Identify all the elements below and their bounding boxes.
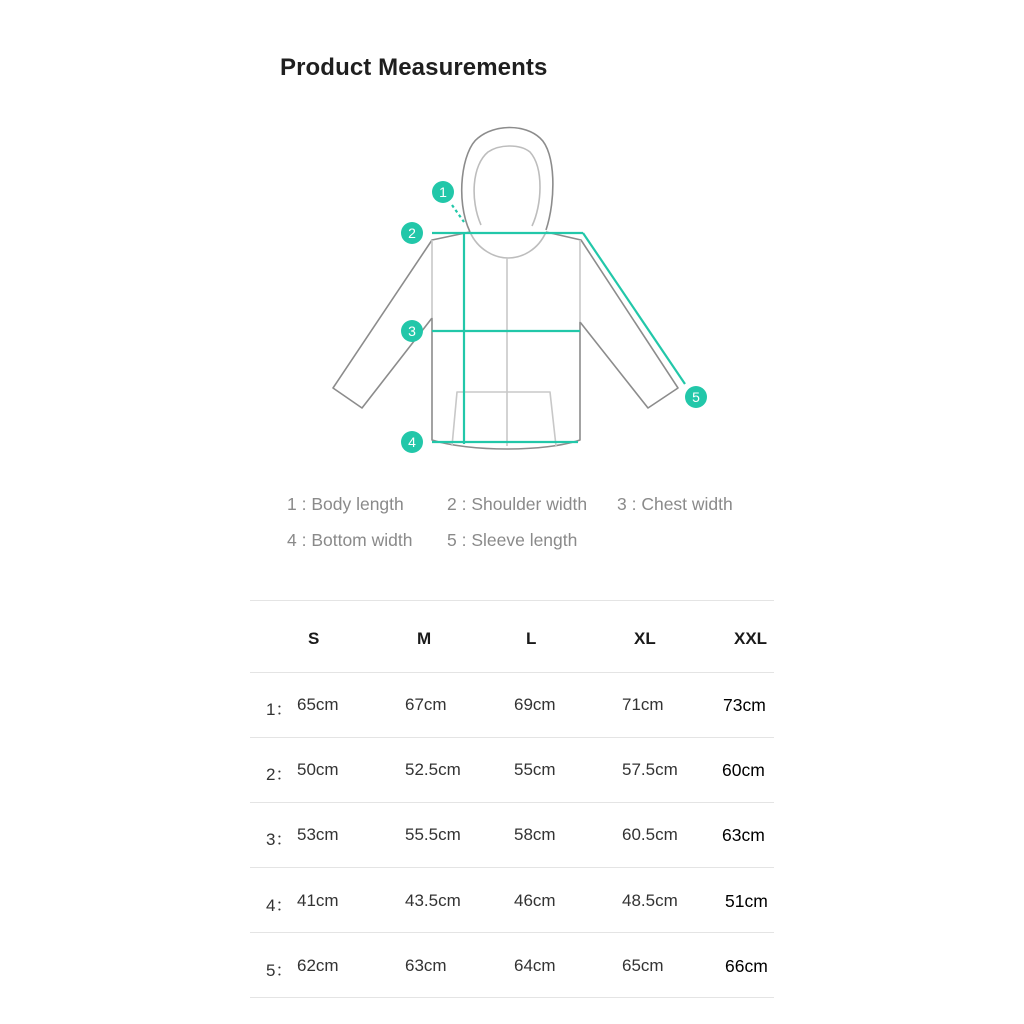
row-label: 1：	[266, 700, 293, 719]
table-cell: 51cm	[725, 891, 768, 911]
table-cell: 41cm	[297, 891, 339, 910]
table-cell: 46cm	[514, 891, 556, 910]
table-cell: 73cm	[723, 695, 766, 715]
table-divider	[250, 737, 774, 738]
table-cell: 60.5cm	[622, 825, 678, 844]
row-label: 5：	[266, 961, 293, 980]
svg-text:1: 1	[439, 184, 447, 200]
marker-2	[401, 222, 423, 244]
table-cell: 43.5cm	[405, 891, 461, 910]
svg-text:3: 3	[408, 323, 416, 339]
marker-5	[685, 386, 707, 408]
size-header-m: M	[417, 629, 432, 648]
table-cell: 62cm	[297, 956, 339, 975]
page-title: Product Measurements	[280, 54, 548, 81]
svg-text:5: 5	[692, 389, 700, 405]
legend-item-shoulder-width: 2 : Shoulder width	[447, 494, 588, 514]
table-divider	[250, 867, 774, 868]
table-cell: 63cm	[722, 825, 765, 845]
marker-3	[401, 320, 423, 342]
table-divider	[250, 600, 774, 601]
table-divider	[250, 932, 774, 933]
table-cell: 71cm	[622, 695, 664, 714]
size-header-s: S	[308, 629, 320, 648]
size-header-xl: XL	[634, 629, 656, 648]
table-cell: 65cm	[622, 956, 664, 975]
table-cell: 58cm	[514, 825, 556, 844]
table-divider	[250, 802, 774, 803]
legend-item-chest-width: 3 : Chest width	[617, 494, 733, 514]
table-divider	[250, 672, 774, 673]
svg-text:2: 2	[408, 225, 416, 241]
marker-1	[432, 181, 454, 203]
legend-item-sleeve-length: 5 : Sleeve length	[447, 530, 578, 550]
table-cell: 57.5cm	[622, 760, 678, 779]
table-cell: 50cm	[297, 760, 339, 779]
measurement-lines	[432, 205, 685, 444]
table-cell: 63cm	[405, 956, 447, 975]
hoodie-outline	[333, 128, 678, 450]
table-cell: 55.5cm	[405, 825, 461, 844]
table-cell: 53cm	[297, 825, 339, 844]
table-cell: 67cm	[405, 695, 447, 714]
legend-item-bottom-width: 4 : Bottom width	[287, 530, 413, 550]
table-cell: 65cm	[297, 695, 339, 714]
table-cell: 60cm	[722, 760, 765, 780]
table-cell: 64cm	[514, 956, 556, 975]
legend-item-body-length: 1 : Body length	[287, 494, 404, 514]
table-cell: 66cm	[725, 956, 768, 976]
row-label: 4：	[266, 896, 293, 915]
marker-4	[401, 431, 423, 453]
size-header-l: L	[526, 629, 537, 648]
svg-text:4: 4	[408, 434, 416, 450]
hoodie-diagram	[0, 0, 1024, 480]
size-header-xxl: XXL	[734, 629, 768, 648]
table-cell: 52.5cm	[405, 760, 461, 779]
table-divider	[250, 997, 774, 998]
row-label: 3：	[266, 830, 293, 849]
row-label: 2：	[266, 765, 293, 784]
table-cell: 48.5cm	[622, 891, 678, 910]
table-cell: 69cm	[514, 695, 556, 714]
table-cell: 55cm	[514, 760, 556, 779]
